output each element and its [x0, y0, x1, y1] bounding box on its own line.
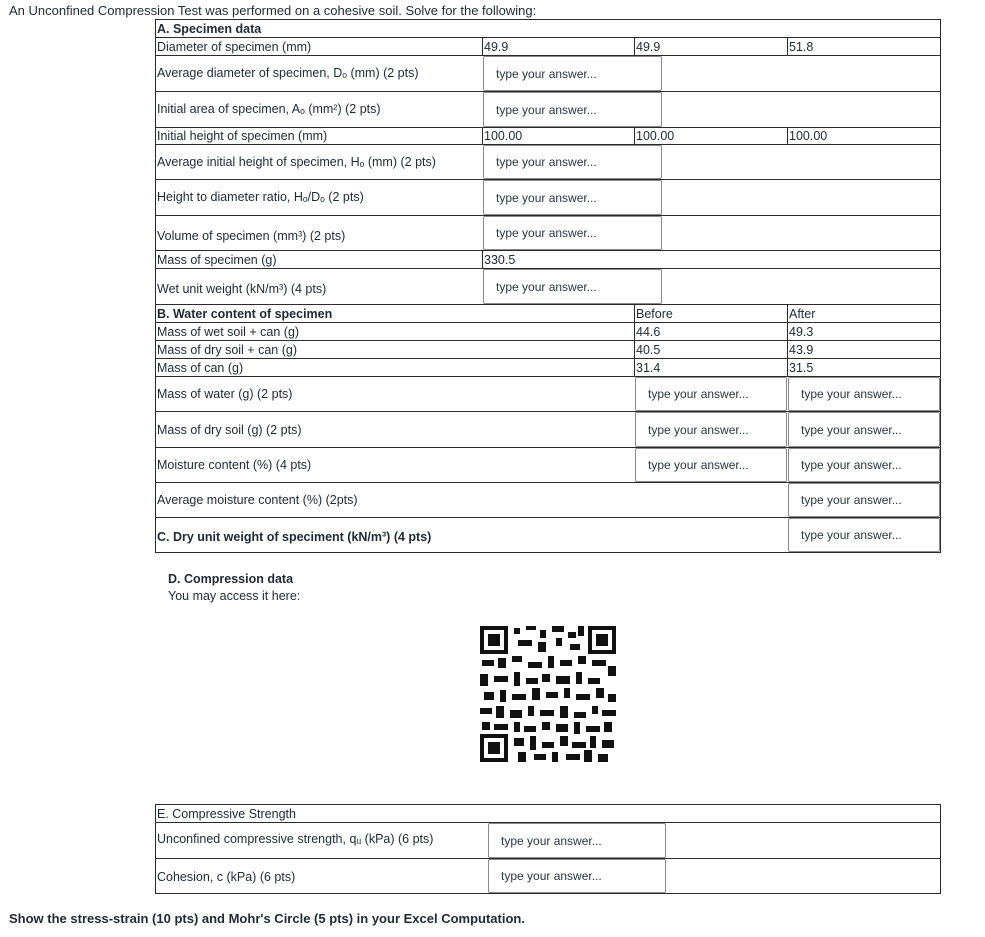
water-after-input[interactable] — [788, 377, 940, 411]
dry-can-label: Mass of dry soil + can (g) — [157, 343, 297, 357]
mass-label: Mass of specimen (g) — [157, 253, 277, 267]
can-label: Mass of can (g) — [157, 361, 244, 375]
section-a-title: A. Specimen data — [157, 22, 262, 36]
avg-moisture-label: Average moisture content (%) (2pts) — [157, 493, 358, 507]
ucs-label: Unconfined compressive strength, qᵤ (kPa) (6 pts) — [157, 832, 434, 846]
wet-can-before: 44.6 — [636, 325, 661, 339]
after-header: After — [789, 307, 816, 321]
qr-code-icon[interactable] — [480, 626, 616, 762]
initial-area-input[interactable] — [483, 92, 662, 127]
wet-unit-label: Wet unit weight (kN/m³) (4 pts) — [157, 282, 327, 296]
diameter-value-2: 49.9 — [636, 40, 661, 54]
avg-height-input[interactable] — [483, 145, 662, 179]
dry-unit-input[interactable] — [788, 518, 940, 552]
dry-soil-before-input[interactable] — [635, 412, 787, 447]
wet-can-label: Mass of wet soil + can (g) — [157, 325, 300, 339]
initial-area-label: Initial area of specimen, Aₒ (mm²) (2 pts) — [157, 102, 381, 116]
height-value-3: 100.00 — [789, 129, 828, 143]
wet-can-after: 49.3 — [789, 325, 814, 339]
initial-height-label: Initial height of specimen (mm) — [157, 129, 328, 143]
water-before-input[interactable] — [635, 377, 787, 411]
diameter-value-1: 49.9 — [484, 40, 509, 54]
section-b-title: B. Water content of specimen — [157, 307, 333, 321]
ratio-label: Height to diameter ratio, Hₒ/Dₒ (2 pts) — [157, 190, 364, 204]
volume-label: Volume of specimen (mm³) (2 pts) — [157, 229, 346, 243]
dry-can-after: 43.9 — [789, 343, 814, 357]
volume-input[interactable] — [483, 216, 662, 250]
moisture-after-input[interactable] — [788, 448, 940, 482]
avg-height-label: Average initial height of specimen, Hₒ (mm) (2 pts) — [157, 155, 436, 169]
section-c-title: C. Dry unit weight of speciment (kN/m³) (4 pts) — [157, 530, 432, 544]
mass-value: 330.5 — [484, 253, 516, 267]
moisture-label: Moisture content (%) (4 pts) — [157, 458, 312, 472]
footer-note: Show the stress-strain (10 pts) and Mohr's Circle (5 pts) in your Excel Computation. — [9, 911, 525, 926]
cohesion-label: Cohesion, c (kPa) (6 pts) — [157, 870, 296, 884]
avg-moisture-input[interactable] — [788, 483, 940, 517]
ucs-input[interactable] — [488, 823, 666, 858]
intro-text: An Unconfined Compression Test was performed on a cohesive soil. Solve for the following: — [9, 3, 537, 18]
avg-diameter-label: Average diameter of specimen, Dₒ (mm) (2 pts) — [157, 66, 419, 80]
section-d-subtitle: You may access it here: — [168, 589, 301, 603]
avg-diameter-input[interactable] — [483, 56, 662, 91]
diameter-value-3: 51.8 — [789, 40, 814, 54]
height-value-2: 100.00 — [636, 129, 675, 143]
can-after: 31.5 — [789, 361, 814, 375]
dry-soil-after-input[interactable] — [788, 412, 940, 447]
wet-unit-input[interactable] — [483, 269, 662, 304]
section-e-title: E. Compressive Strength — [157, 807, 296, 821]
section-d-title: D. Compression data — [168, 572, 294, 586]
dry-can-before: 40.5 — [636, 343, 661, 357]
height-value-1: 100.00 — [484, 129, 523, 143]
diameter-label: Diameter of specimen (mm) — [157, 40, 312, 54]
before-header: Before — [636, 307, 673, 321]
moisture-before-input[interactable] — [635, 448, 787, 482]
ratio-input[interactable] — [483, 180, 662, 215]
cohesion-input[interactable] — [488, 859, 666, 893]
water-label: Mass of water (g) (2 pts) — [157, 387, 293, 401]
dry-soil-label: Mass of dry soil (g) (2 pts) — [157, 423, 302, 437]
can-before: 31.4 — [636, 361, 661, 375]
